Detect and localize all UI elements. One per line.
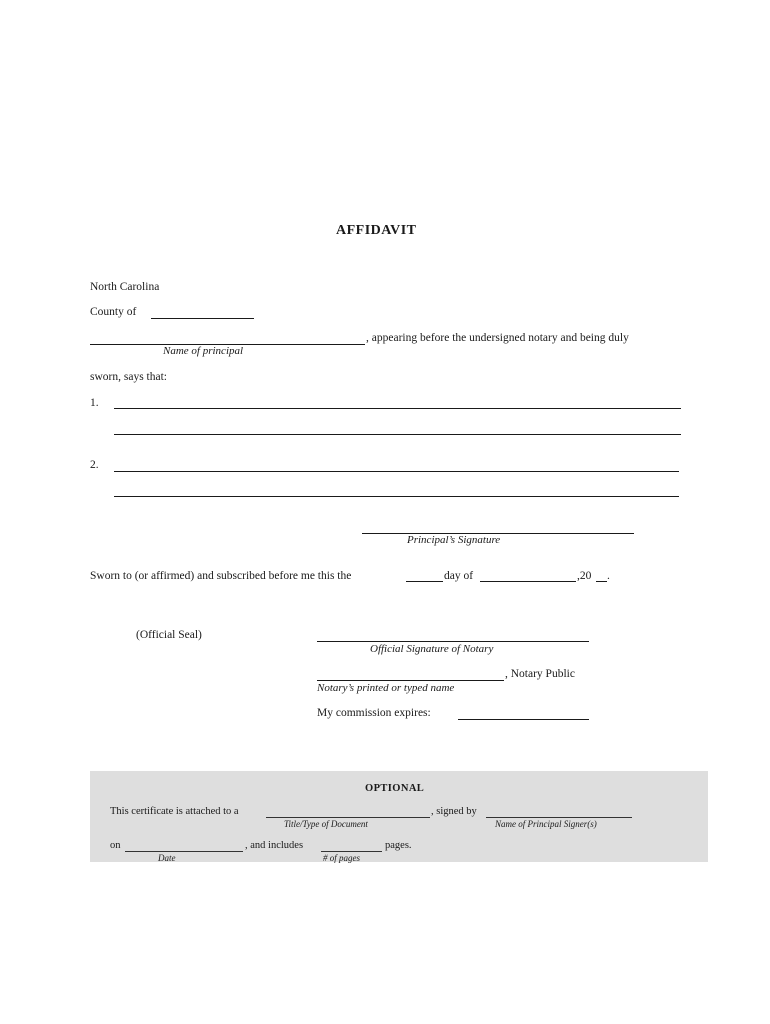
month-field[interactable] <box>480 581 576 582</box>
date-field[interactable] <box>125 851 243 852</box>
pages-caption: # of pages <box>323 853 360 863</box>
item-number-1: 1. <box>90 397 99 409</box>
year-field[interactable] <box>596 581 607 582</box>
signed-by-label: , signed by <box>431 806 477 817</box>
notary-public-label: , Notary Public <box>505 668 575 680</box>
year-prefix: ,20 <box>577 570 592 582</box>
on-label: on <box>110 840 121 851</box>
state-label: North Carolina <box>90 281 160 293</box>
commission-expires-field[interactable] <box>458 719 589 720</box>
item-number-2: 2. <box>90 459 99 471</box>
sworn-prefix: Sworn to (or affirmed) and subscribed before me this the <box>90 570 352 582</box>
attached-prefix: This certificate is attached to a <box>110 806 239 817</box>
date-caption: Date <box>158 853 176 863</box>
signer-caption: Name of Principal Signer(s) <box>495 819 597 829</box>
notary-name-field[interactable] <box>317 680 504 681</box>
commission-label: My commission expires: <box>317 707 431 719</box>
optional-title: OPTIONAL <box>365 783 425 794</box>
appearing-text: , appearing before the undersigned notary and being duly <box>366 332 629 344</box>
sworn-end: . <box>607 570 610 582</box>
pages-field[interactable] <box>321 851 382 852</box>
principal-signer-field[interactable] <box>486 817 632 818</box>
pages-label: pages. <box>385 840 412 851</box>
notary-signature-caption: Official Signature of Notary <box>370 643 494 655</box>
notary-signature-field[interactable] <box>317 641 589 642</box>
document-title-field[interactable] <box>266 817 430 818</box>
document-title-caption: Title/Type of Document <box>284 819 368 829</box>
principal-name-caption: Name of principal <box>163 345 244 357</box>
item-1-line-1[interactable] <box>114 408 681 409</box>
item-2-line-1[interactable] <box>114 471 679 472</box>
day-field[interactable] <box>406 581 443 582</box>
county-label: County of <box>90 306 137 318</box>
notary-name-caption: Notary’s printed or typed name <box>317 682 455 694</box>
item-2-line-2[interactable] <box>114 496 679 497</box>
principal-signature-caption: Principal’s Signature <box>407 534 501 546</box>
includes-label: , and includes <box>245 840 304 851</box>
county-field[interactable] <box>151 318 254 319</box>
item-1-line-2[interactable] <box>114 434 681 435</box>
page-title: AFFIDAVIT <box>336 223 417 238</box>
day-of-label: day of <box>444 570 474 582</box>
official-seal-label: (Official Seal) <box>136 629 202 641</box>
sworn-text: sworn, says that: <box>90 371 167 383</box>
